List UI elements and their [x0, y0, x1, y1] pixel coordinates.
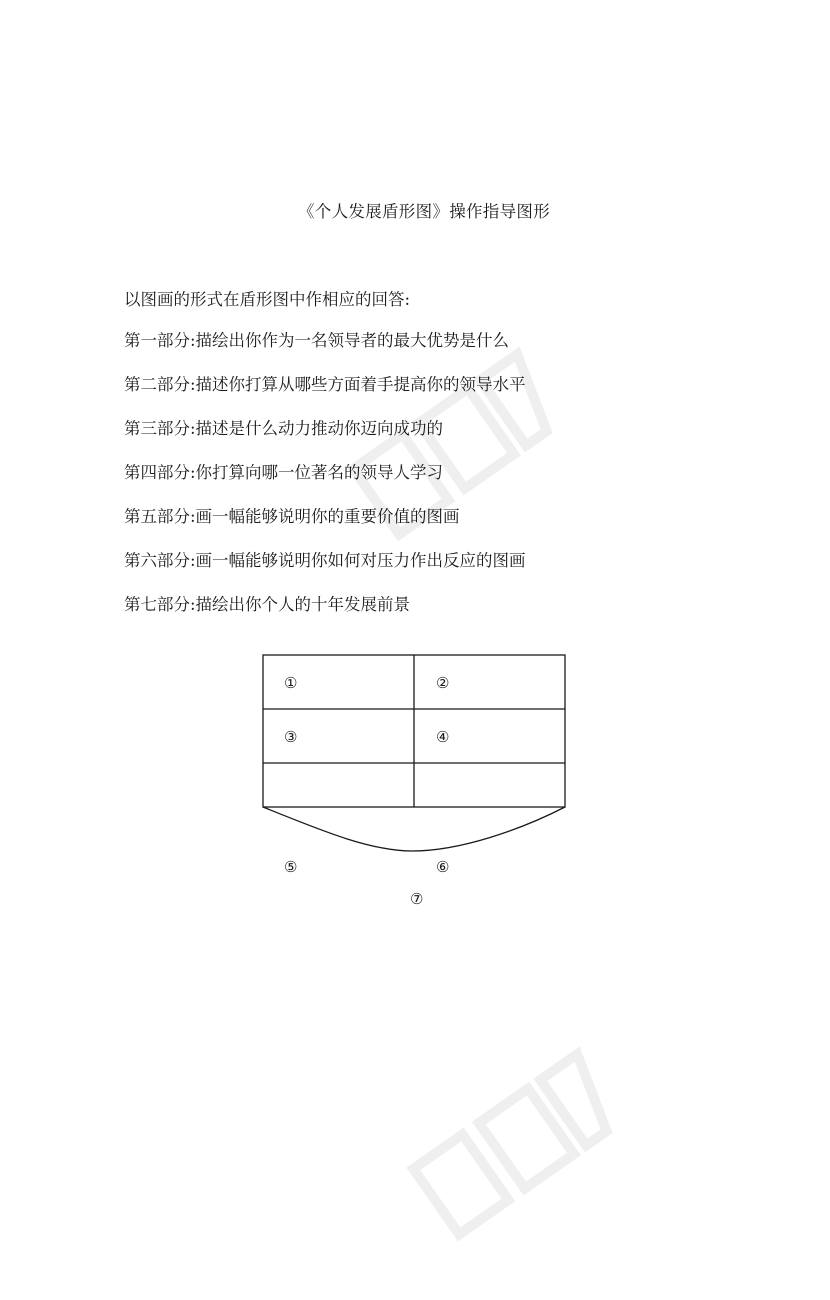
part-7: 第七部分:描绘出你个人的十年发展前景 — [124, 595, 411, 614]
part-3: 第三部分:描述是什么动力推动你迈向成功的 — [124, 419, 444, 438]
shield-label-2: ② — [436, 674, 450, 692]
shield-label-4: ④ — [436, 728, 450, 746]
part-4: 第四部分:你打算向哪一位著名的领导人学习 — [124, 463, 444, 482]
shield-label-1: ① — [284, 674, 298, 692]
page-title: 《个人发展盾形图》操作指导图形 — [298, 202, 550, 221]
instructions-intro: 以图画的形式在盾形图中作相应的回答: — [124, 290, 411, 309]
watermark-graphic — [300, 300, 600, 600]
shield-outer-frame — [263, 655, 565, 807]
part-2: 第二部分:描述你打算从哪些方面着手提高你的领导水平 — [124, 375, 526, 394]
part-5: 第五部分:画一幅能够说明你的重要价值的图画 — [124, 507, 460, 526]
watermark-graphic-bottom — [360, 1000, 660, 1300]
shield-label-3: ③ — [284, 728, 298, 746]
shield-label-7: ⑦ — [410, 890, 424, 908]
part-6: 第六部分:画一幅能够说明你如何对压力作出反应的图画 — [124, 551, 526, 570]
part-1: 第一部分:描绘出你作为一名领导者的最大优势是什么 — [124, 331, 510, 350]
shield-label-6: ⑥ — [436, 858, 450, 876]
shield-label-5: ⑤ — [284, 858, 298, 876]
shield-bottom-curve — [263, 807, 565, 851]
